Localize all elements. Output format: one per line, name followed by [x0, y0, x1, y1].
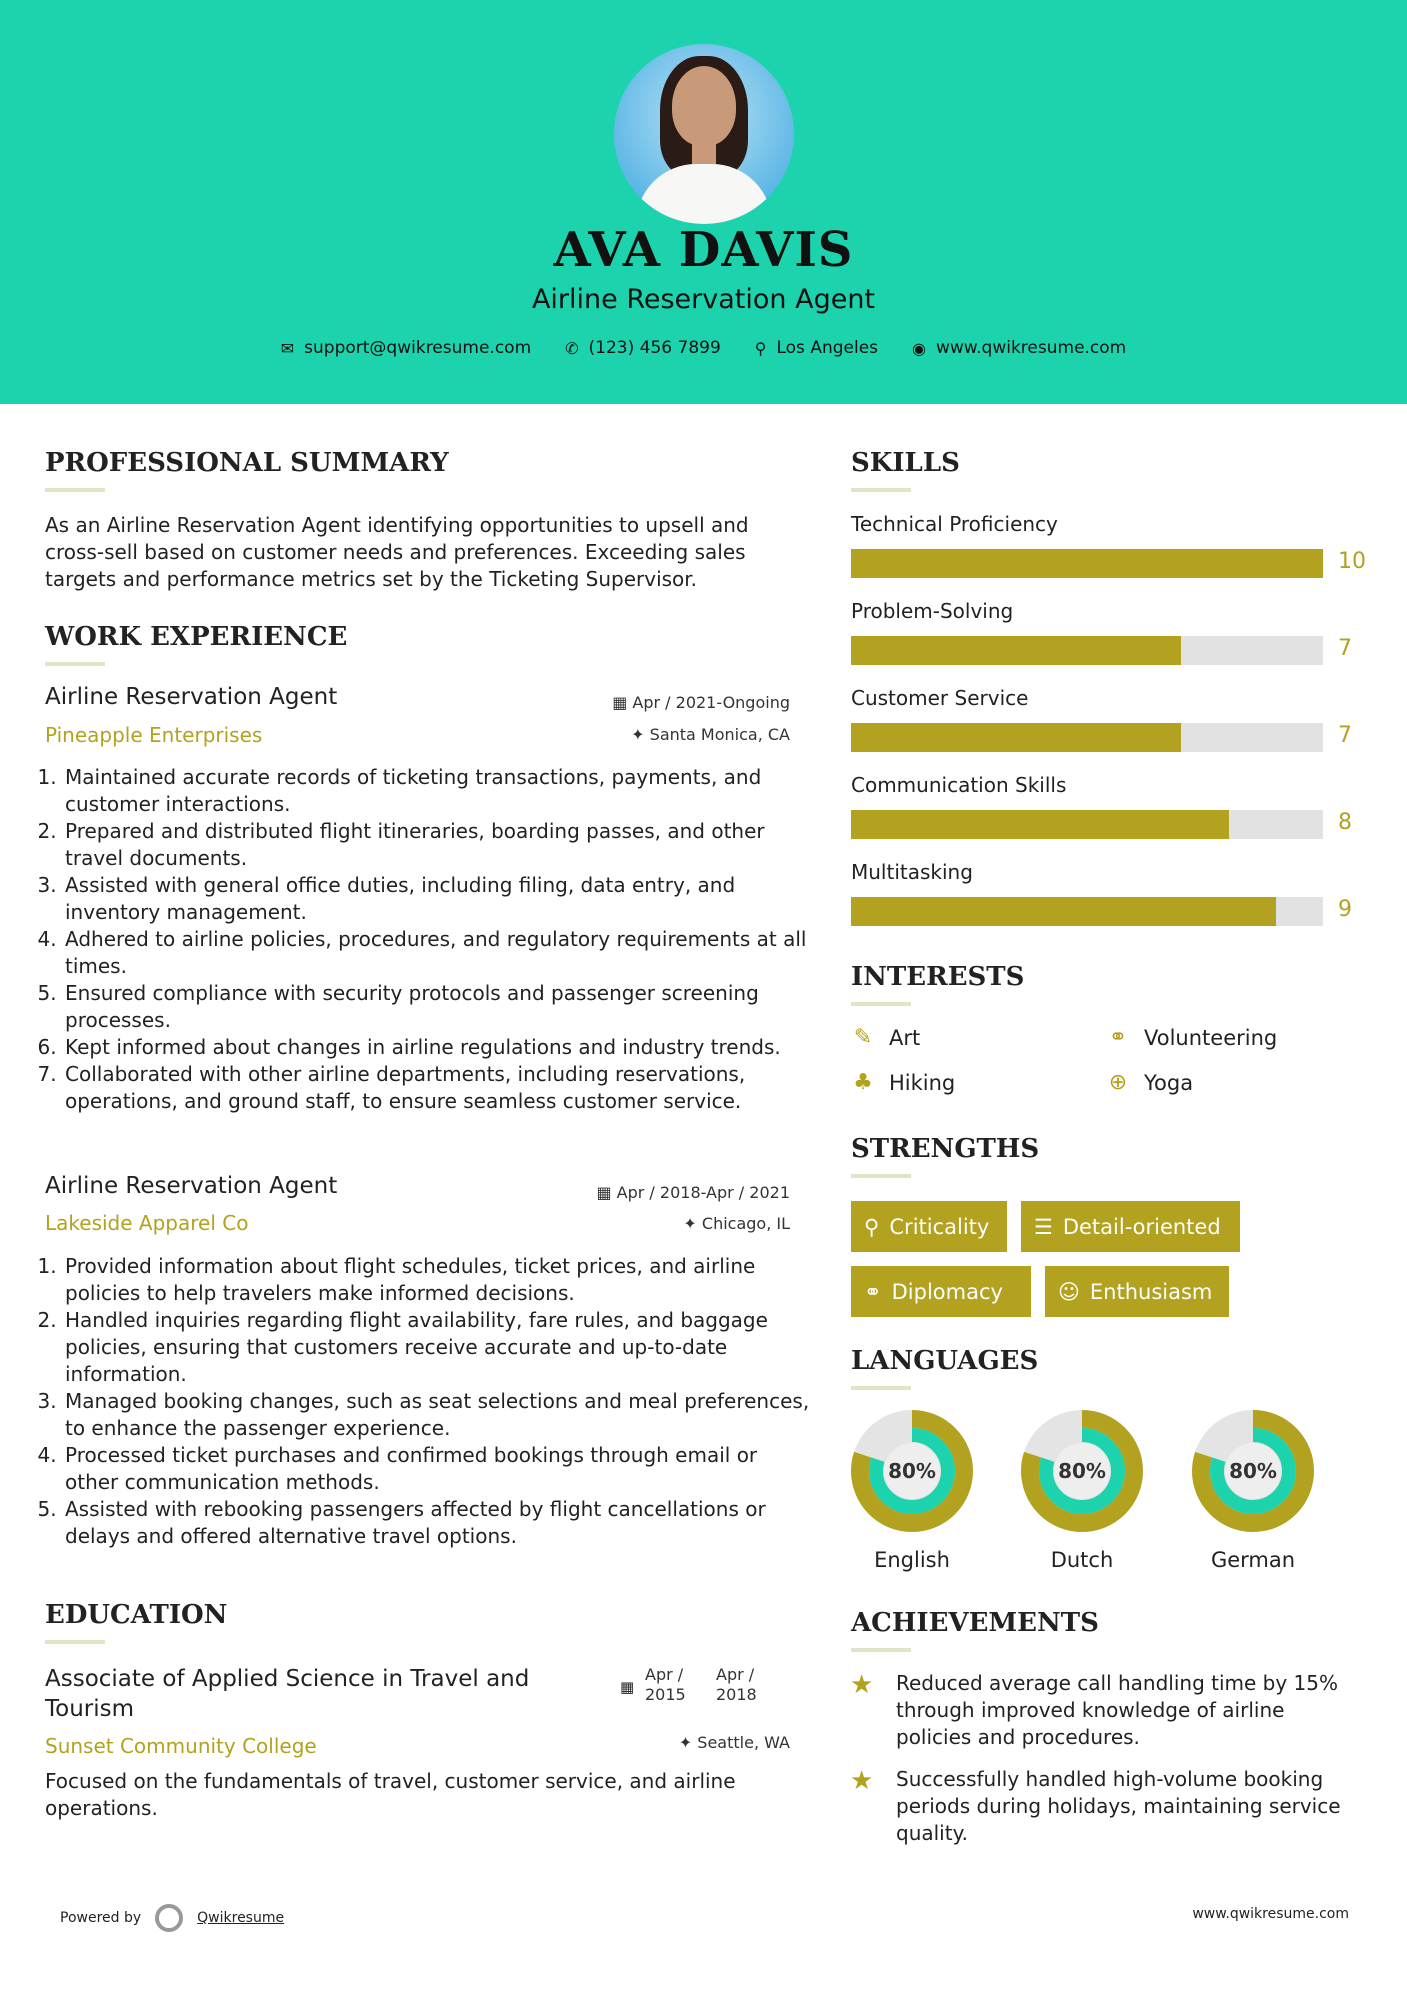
footer-powered: Powered by Qwikresume: [60, 1904, 284, 1932]
list-item: 5. Assisted with rebooking passengers affected by flight cancellations or delays and offered alternative travel options.: [63, 1496, 813, 1550]
interest-yoga: ⊕ Yoga: [1106, 1070, 1193, 1095]
language-percent: 80%: [888, 1459, 936, 1483]
skill-bar-track: [851, 810, 1323, 839]
candidate-name: AVA DAVIS: [553, 222, 854, 278]
language-percent: 80%: [1229, 1459, 1277, 1483]
candidate-role: Airline Reservation Agent: [531, 284, 876, 315]
interests-heading: INTERESTS: [851, 962, 1025, 992]
job-title: Airline Reservation Agent: [45, 1173, 338, 1199]
skill-bar-track: [851, 549, 1323, 578]
search-icon: ⚲: [864, 1214, 880, 1239]
achievements-divider: [851, 1648, 911, 1652]
skill-bar-fill: [851, 636, 1181, 665]
list-item: 5. Ensured compliance with security protocols and passenger screening processes.: [63, 980, 813, 1034]
skill-bar-track: [851, 723, 1323, 752]
skill-label: Technical Proficiency: [851, 512, 1058, 536]
avatar: [614, 44, 794, 224]
skill-value: 7: [1338, 723, 1352, 748]
education-end: Apr / 2018: [716, 1665, 757, 1704]
smile-icon: ☺: [1058, 1279, 1080, 1304]
handshake-icon: ⚭: [1108, 1025, 1128, 1050]
language-donut: [1192, 1410, 1314, 1532]
list-item: 7. Collaborated with other airline departments, including reservations, operations, and ground staff, to ensure seamless customer service.: [63, 1061, 813, 1115]
education-degree: Associate of Applied Science in Travel and Tourism: [45, 1666, 530, 1722]
skill-value: 10: [1338, 549, 1366, 574]
list-item: 6. Kept informed about changes in airline regulations and industry trends.: [63, 1034, 813, 1061]
languages-divider: [851, 1386, 911, 1390]
skill-label: Problem-Solving: [851, 599, 1014, 623]
job-location: ✦ Chicago, IL: [683, 1214, 790, 1233]
globe-icon: ◉: [912, 338, 926, 358]
job-company: Lakeside Apparel Co: [45, 1211, 249, 1235]
skill-label: Multitasking: [851, 860, 973, 884]
strengths-divider: [851, 1174, 911, 1178]
pin-icon: ✦: [631, 725, 650, 744]
languages-heading: LANGUAGES: [851, 1346, 1039, 1376]
tree-icon: ♣: [853, 1070, 873, 1095]
skills-divider: [851, 488, 911, 492]
skill-label: Customer Service: [851, 686, 1029, 710]
pin-icon: ✦: [683, 1214, 702, 1233]
education-school: Sunset Community College: [45, 1734, 317, 1758]
achievement-item: Successfully handled high-volume booking periods during holidays, maintaining service quality.: [896, 1767, 1341, 1845]
contact-email[interactable]: ✉ support@qwikresume.com: [280, 338, 532, 358]
skill-bar-track: [851, 897, 1323, 926]
calendar-icon: ▦: [596, 1183, 617, 1202]
strength-badge: ⚲ Criticality: [851, 1201, 1007, 1252]
achievement-item: Reduced average call handling time by 15% through improved knowledge of airline policies and procedures.: [896, 1671, 1339, 1749]
job-title: Airline Reservation Agent: [45, 684, 338, 710]
job-bullets: [45, 1253, 813, 1550]
skill-value: 7: [1338, 636, 1352, 661]
contact-website[interactable]: ◉ www.qwikresume.com: [912, 338, 1127, 358]
star-icon: ★: [850, 1670, 874, 1700]
summary-text: As an Airline Reservation Agent identifying opportunities to upsell and cross-sell based on customer needs and preferences. Exceeding sales targets and performance metrics set by the Ticketing Supervisor.: [45, 513, 749, 591]
header-banner: [0, 0, 1407, 404]
language-label: German: [1210, 1548, 1296, 1572]
list-item: 2. Prepared and distributed flight itineraries, boarding passes, and other travel documents.: [63, 818, 813, 872]
brand-link[interactable]: Qwikresume: [197, 1910, 285, 1926]
calendar-icon: ▦: [620, 1678, 635, 1696]
language-item: [851, 1410, 973, 1572]
language-donut: [1021, 1410, 1143, 1532]
education-divider: [45, 1640, 105, 1644]
footer-url[interactable]: www.qwikresume.com: [1192, 1906, 1349, 1922]
job-location: ✦ Santa Monica, CA: [631, 725, 790, 744]
skill-bar-fill: [851, 723, 1181, 752]
skills-heading: SKILLS: [851, 448, 960, 478]
list-item: 2. Handled inquiries regarding flight availability, fare rules, and baggage policies, ensuring that customers receive accurate and up-to-date information.: [63, 1307, 813, 1388]
skill-bar-fill: [851, 549, 1323, 578]
achievements-heading: ACHIEVEMENTS: [851, 1608, 1099, 1638]
language-item: [1192, 1410, 1314, 1572]
strength-badge: ☺ Enthusiasm: [1045, 1266, 1229, 1317]
skill-value: 8: [1338, 810, 1352, 835]
experience-divider: [45, 662, 105, 666]
strength-badge: ⚭ Diplomacy: [851, 1266, 1031, 1317]
envelope-icon: ✉: [280, 338, 295, 358]
job-bullets: [45, 764, 813, 1115]
interest-volunteering: ⚭ Volunteering: [1106, 1025, 1277, 1050]
pin-icon: ✦: [678, 1733, 698, 1752]
language-label: Dutch: [1050, 1548, 1114, 1572]
contact-location: ⚲ Los Angeles: [754, 338, 879, 358]
calendar-icon: ▦: [612, 693, 633, 712]
lifebuoy-icon: ⊕: [1108, 1070, 1128, 1095]
education-location: ✦ Seattle, WA: [678, 1733, 790, 1752]
handshake-icon: ⚭: [864, 1279, 882, 1304]
list-item: 3. Assisted with general office duties, including filing, data entry, and inventory management.: [63, 872, 813, 926]
education-start: Apr / 2015: [645, 1665, 686, 1704]
summary-divider: [45, 488, 105, 492]
job-dates: ▦ Apr / 2021-Ongoing: [612, 693, 790, 712]
interest-hiking: ♣ Hiking: [851, 1070, 955, 1095]
paintbrush-icon: ✎: [853, 1025, 873, 1050]
language-donut: [851, 1410, 973, 1532]
summary-heading: PROFESSIONAL SUMMARY: [45, 448, 449, 478]
qwikresume-logo-icon: [155, 1904, 183, 1932]
list-item: 1. Provided information about flight schedules, ticket prices, and airline policies to help travelers make informed decisions.: [63, 1253, 813, 1307]
experience-heading: WORK EXPERIENCE: [45, 622, 348, 652]
map-pin-icon: ⚲: [754, 338, 767, 358]
education-text: Focused on the fundamentals of travel, customer service, and airline operations.: [45, 1769, 736, 1820]
list-icon: ☰: [1034, 1214, 1053, 1239]
list-item: 4. Processed ticket purchases and confirmed bookings through email or other communication methods.: [63, 1442, 813, 1496]
contact-row: [0, 338, 1407, 358]
skill-bar-fill: [851, 897, 1276, 926]
list-item: 4. Adhered to airline policies, procedures, and regulatory requirements at all times.: [63, 926, 813, 980]
phone-icon: ✆: [565, 338, 579, 358]
strength-badge: ☰ Detail-oriented: [1021, 1201, 1240, 1252]
skill-value: 9: [1338, 897, 1352, 922]
list-item: 1. Maintained accurate records of ticketing transactions, payments, and customer interactions.: [63, 764, 813, 818]
skill-bar-track: [851, 636, 1323, 665]
language-label: English: [874, 1548, 950, 1572]
interest-art: ✎ Art: [851, 1025, 920, 1050]
skill-bar-fill: [851, 810, 1229, 839]
job-dates: ▦ Apr / 2018-Apr / 2021: [596, 1183, 790, 1202]
language-item: [1021, 1410, 1143, 1572]
strengths-heading: STRENGTHS: [851, 1134, 1040, 1164]
interests-divider: [851, 1002, 911, 1006]
skill-label: Communication Skills: [851, 773, 1067, 797]
language-percent: 80%: [1058, 1459, 1106, 1483]
education-heading: EDUCATION: [45, 1600, 228, 1630]
list-item: 3. Managed booking changes, such as seat selections and meal preferences, to enhance the passenger experience.: [63, 1388, 813, 1442]
job-company: Pineapple Enterprises: [45, 723, 263, 747]
contact-phone[interactable]: ✆ (123) 456 7899: [565, 338, 721, 358]
star-icon: ★: [850, 1766, 874, 1796]
